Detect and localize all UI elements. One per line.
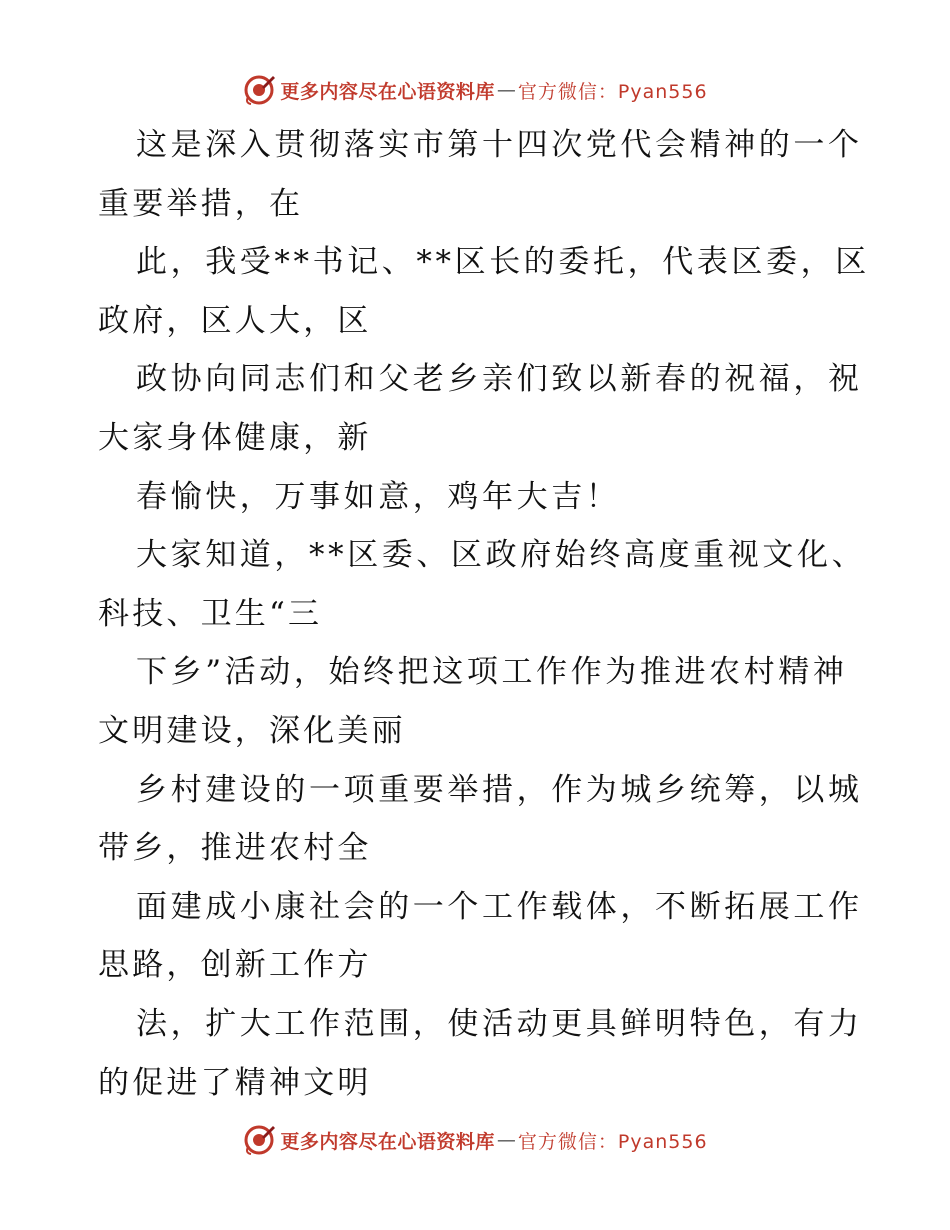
footer-banner <box>0 1122 950 1158</box>
banner-separator: — <box>496 79 516 101</box>
text-line: 政府，区人大，区 <box>98 302 372 339</box>
text-line: 科技、卫生“三 <box>98 595 323 632</box>
banner-site-text: 更多内容尽在心语资料库 <box>280 1130 495 1153</box>
banner-separator: — <box>496 1129 516 1151</box>
text-line: 文明建设，深化美丽 <box>98 712 406 749</box>
text-line: 重要举措，在 <box>98 185 304 222</box>
banner-wechat-text: 官方微信：Pyan556 <box>517 80 708 103</box>
text-line: 法，扩大工作范围，使活动更具鲜明特色，有力 <box>136 1005 863 1042</box>
quill-circle-logo-icon <box>242 73 276 107</box>
text-line: 带乡，推进农村全 <box>98 830 372 867</box>
banner-site-text: 更多内容尽在心语资料库 <box>280 80 495 103</box>
text-line: 思路，创新工作方 <box>98 947 372 984</box>
header-banner <box>0 72 950 108</box>
text-line: 这是深入贯彻落实市第十四次党代会精神的一个 <box>136 127 863 163</box>
text-line: 大家身体健康，新 <box>98 419 372 456</box>
text-line: 此，我受**书记、**区长的委托，代表区委，区 <box>136 244 870 281</box>
text-line: 的促进了精神文明 <box>98 1064 372 1101</box>
document-body <box>98 116 870 1112</box>
banner-wechat-text: 官方微信：Pyan556 <box>517 1130 708 1153</box>
text-line: 下乡”活动，始终把这项工作作为推进农村精神 <box>136 654 848 691</box>
text-line: 大家知道，**区委、区政府始终高度重视文化、 <box>136 537 867 574</box>
text-line: 乡村建设的一项重要举措，作为城乡统筹，以城 <box>136 771 863 808</box>
quill-circle-logo-icon <box>242 1123 276 1157</box>
text-line: 面建成小康社会的一个工作载体，不断拓展工作 <box>136 888 863 925</box>
text-line: 春愉快，万事如意，鸡年大吉！ <box>136 478 621 515</box>
text-line: 政协向同志们和父老乡亲们致以新春的祝福，祝 <box>136 361 863 398</box>
